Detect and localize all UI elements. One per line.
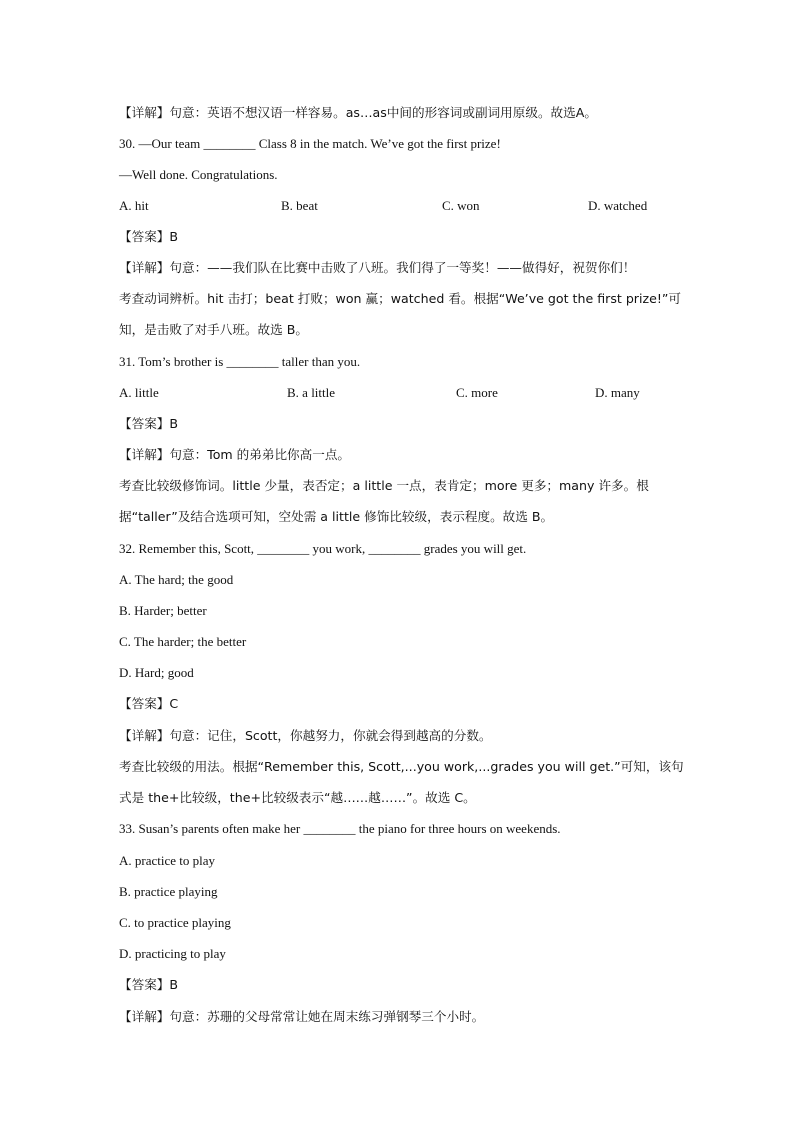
q32-stem: 32. Remember this, Scott, ________ you work, ________ grades you will get. bbox=[119, 541, 527, 556]
q33-detail-1: 【详解】句意：苏珊的父母常常让她在周末练习弹钢琴三个小时。 bbox=[119, 1009, 485, 1024]
q31-option-d: D. many bbox=[595, 385, 640, 400]
q30-detail-3: 知，是击败了对手八班。故选 B。 bbox=[119, 322, 308, 337]
q31-detail-3: 据“taller”及结合选项可知，空处需 a little 修饰比较级，表示程度。故选 B。 bbox=[119, 509, 554, 524]
q33-option-a: A. practice to play bbox=[119, 853, 216, 868]
q30-answer: 【答案】B bbox=[119, 229, 179, 244]
q33-option-d: D. practicing to play bbox=[119, 946, 226, 961]
q30-detail-1: 【详解】句意：——我们队在比赛中击败了八班。我们得了一等奖！——做得好，祝贺你们！ bbox=[119, 260, 636, 275]
q31-option-b: B. a little bbox=[287, 385, 336, 400]
q33-stem: 33. Susan’s parents often make her ________ the piano for three hours on weekends. bbox=[119, 821, 561, 836]
q30-options bbox=[119, 197, 699, 215]
q31-detail-2: 考查比较级修饰词。little 少量，表否定；a little 一点，表肯定；more 更多；many 许多。根 bbox=[119, 478, 649, 493]
q29-detail: 【详解】句意：英语不想汉语一样容易。as…as中间的形容词或副词用原级。故选A。 bbox=[119, 105, 597, 120]
q30-detail-2: 考查动词辨析。hit 击打；beat 打败；won 赢；watched 看。根据“We’ve got the first prize!”可 bbox=[119, 291, 682, 306]
q30-option-a: A. hit bbox=[119, 198, 149, 213]
q33-option-b: B. practice playing bbox=[119, 884, 218, 899]
q33-answer: 【答案】B bbox=[119, 977, 179, 992]
q30-option-c: C. won bbox=[442, 198, 480, 213]
q33-option-c: C. to practice playing bbox=[119, 915, 231, 930]
q32-detail-3: 式是 the+比较级，the+比较级表示“越……越……”。故选 C。 bbox=[119, 790, 476, 805]
q30-stem: 30. —Our team ________ Class 8 in the match. We’ve got the first prize! bbox=[119, 136, 501, 151]
q31-answer: 【答案】B bbox=[119, 416, 179, 431]
q32-option-a: A. The hard; the good bbox=[119, 572, 234, 587]
q30-option-b: B. beat bbox=[281, 198, 318, 213]
q32-detail-2: 考查比较级的用法。根据“Remember this, Scott,...you work,...grades you will get.”可知，该句 bbox=[119, 759, 684, 774]
q32-option-b: B. Harder; better bbox=[119, 603, 207, 618]
q32-option-c: C. The harder; the better bbox=[119, 634, 247, 649]
q30-reply: —Well done. Congratulations. bbox=[119, 167, 278, 182]
q31-option-a: A. little bbox=[119, 385, 159, 400]
q31-detail-1: 【详解】句意：Tom 的弟弟比你高一点。 bbox=[119, 447, 351, 462]
q31-option-c: C. more bbox=[456, 385, 498, 400]
q32-answer: 【答案】C bbox=[119, 696, 179, 711]
q30-option-d: D. watched bbox=[588, 198, 648, 213]
q31-stem: 31. Tom’s brother is ________ taller than you. bbox=[119, 354, 361, 369]
q32-option-d: D. Hard; good bbox=[119, 665, 194, 680]
q31-options bbox=[119, 384, 699, 402]
q32-detail-1: 【详解】句意：记住，Scott，你越努力，你就会得到越高的分数。 bbox=[119, 728, 492, 743]
